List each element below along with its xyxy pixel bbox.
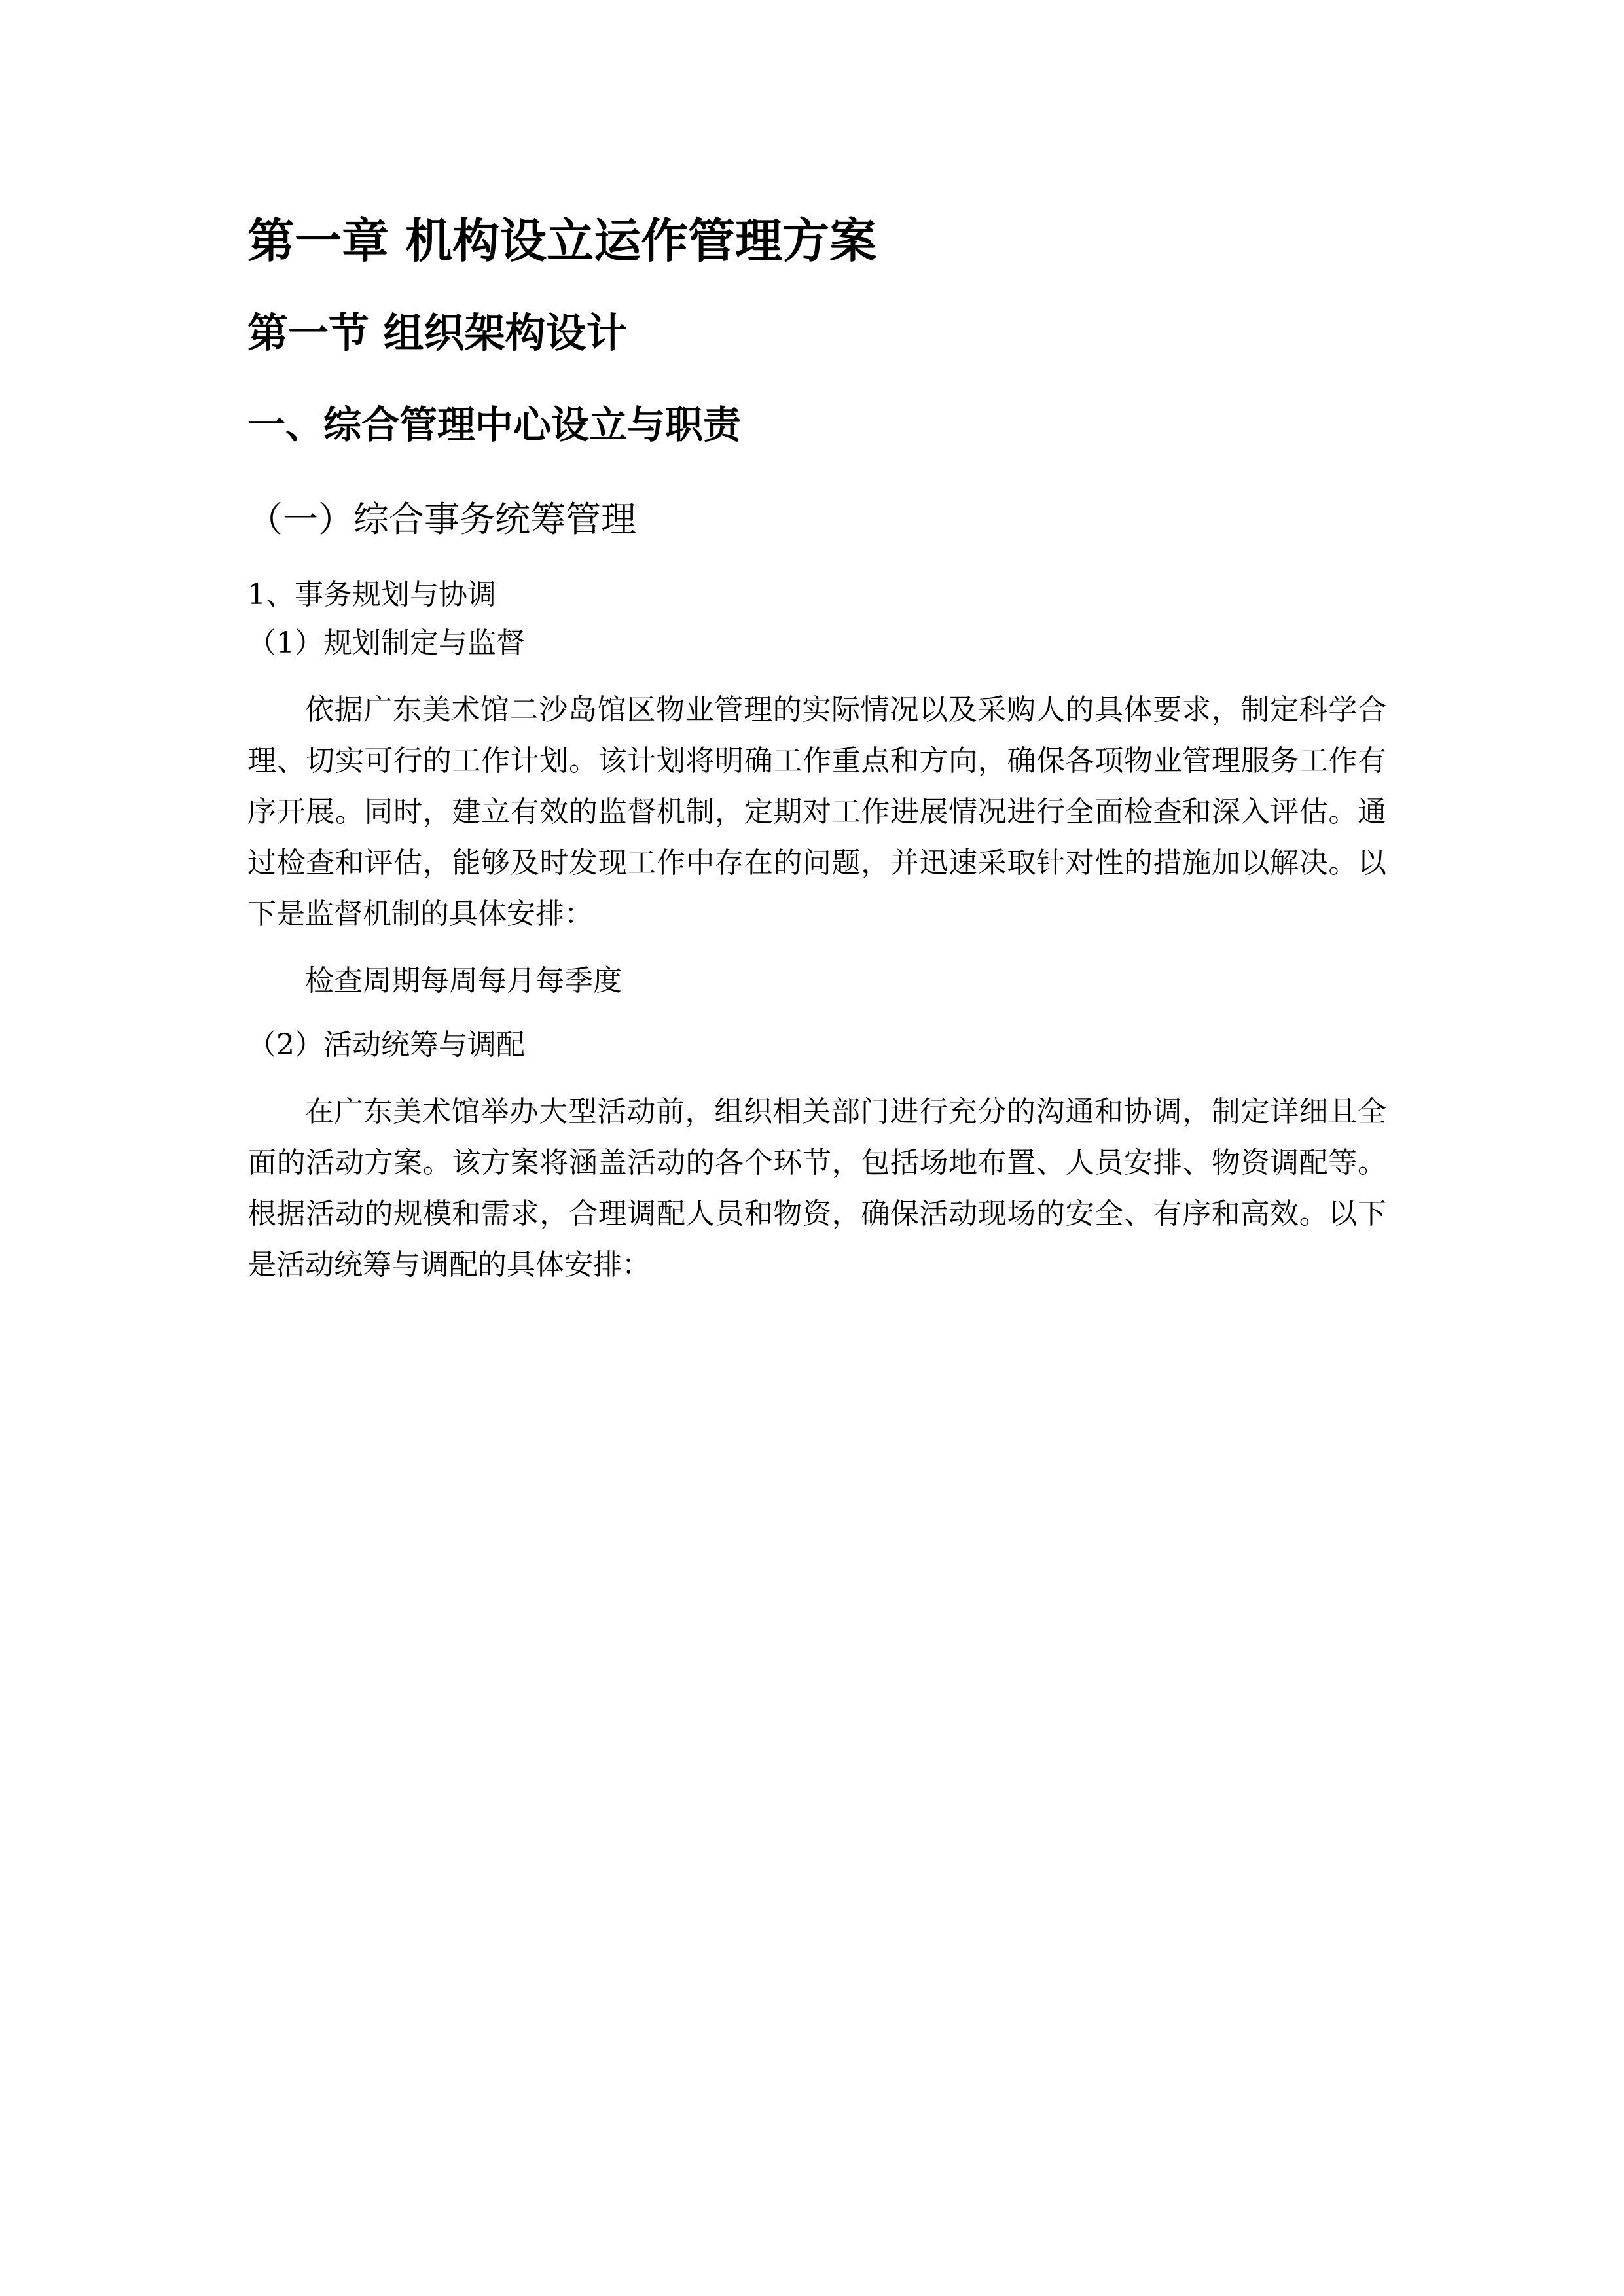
subsubsection-title: （一）综合事务统筹管理 [247, 499, 636, 540]
item-title: 1、事务规划与协调 [247, 578, 496, 611]
sub-item-heading: （2）活动统筹与调配 [247, 1028, 525, 1062]
document-body [247, 208, 1386, 1306]
paragraph: 依据广东美术馆二沙岛馆区物业管理的实际情况以及采购人的具体要求，制定科学合理、切实可行的工作计划。该计划将明确工作重点和方向，确保各项物业管理服务工作有序开展。同时，建立有效的监督机制，定期对工作进展情况进行全面检查和深入评估。通过检查和评估，能够及时发现工作中存在的问题，并迅速采取针对性的措施加以解决。以下是监督机制的具体安排： [247, 693, 1386, 931]
paragraph: 在广东美术馆举办大型活动前，组织相关部门进行充分的沟通和协调，制定详细且全面的活动方案。该方案将涵盖活动的各个环节，包括场地布置、人员安排、物资调配等。根据活动的规模和需求，合理调配人员和物资，确保活动现场的安全、有序和高效。以下是活动统筹与调配的具体安排： [247, 1095, 1386, 1282]
section-title: 第一节 组织架构设计 [247, 309, 627, 357]
subsection-title: 一、综合管理中心设立与职责 [247, 403, 742, 447]
paragraph: 检查周期每周每月每季度 [305, 964, 622, 997]
sub-item-heading: （1）规划制定与监督 [247, 626, 525, 660]
chapter-title: 第一章 机构设立运作管理方案 [247, 213, 877, 268]
